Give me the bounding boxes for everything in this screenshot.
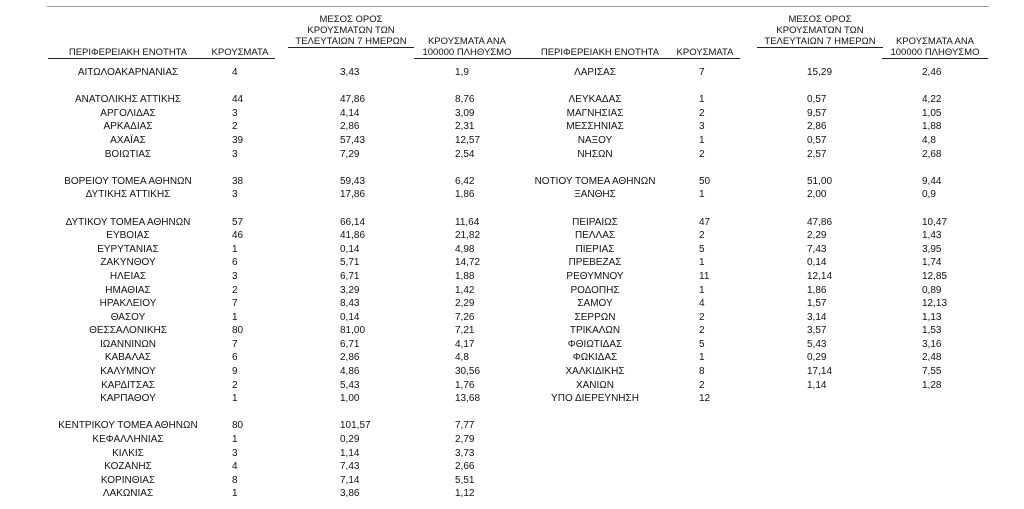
cell-rate: 7,21 xyxy=(455,325,475,337)
cell-rate: 4,17 xyxy=(455,338,475,350)
cell-avg: 1,86 xyxy=(807,284,827,296)
cell-rate: 3,16 xyxy=(922,338,942,350)
cell-rate: 0,9 xyxy=(922,189,936,201)
cell-rate: 2,46 xyxy=(922,67,942,78)
cell-cases: 12 xyxy=(699,393,711,405)
cell-rate: 7,26 xyxy=(455,311,475,323)
cell-rate: 4,8 xyxy=(455,352,469,364)
cell-cases: 80 xyxy=(232,325,244,337)
cell-name: ΒΟΡΕΙΟΥ ΤΟΜΕΑ ΑΘΗΝΩΝ xyxy=(64,175,192,187)
cell-cases: 6 xyxy=(232,352,238,364)
cell-rate: 2,48 xyxy=(922,352,942,364)
cell-avg: 0,57 xyxy=(807,94,827,106)
cell-rate: 7,77 xyxy=(455,420,475,432)
cell-avg: 1,14 xyxy=(807,379,827,391)
cell-cases: 2 xyxy=(699,148,705,160)
cell-cases: 1 xyxy=(699,134,705,146)
cell-name: ΑΝΑΤΟΛΙΚΗΣ ΑΤΤΙΚΗΣ xyxy=(74,94,182,106)
cell-name: ΖΑΚΥΝΘΟΥ xyxy=(100,257,156,269)
cell-cases: 1 xyxy=(699,257,705,269)
cell-cases: 4 xyxy=(699,298,705,310)
cell-name: ΚΑΒΑΛΑΣ xyxy=(104,352,152,364)
cell-avg: 17,14 xyxy=(807,366,833,378)
cell-cases: 1 xyxy=(232,434,238,446)
cell-avg: 15,29 xyxy=(807,67,833,78)
cell-rate: 2,66 xyxy=(455,461,475,473)
cell-avg: 0,29 xyxy=(340,434,360,446)
cell-cases: 38 xyxy=(232,175,244,187)
cell-cases: 2 xyxy=(699,230,705,242)
cell-avg: 59,43 xyxy=(340,175,366,187)
cell-name: ΚΟΡΙΝΘΙΑΣ xyxy=(100,474,156,486)
cell-cases: 3 xyxy=(232,447,238,459)
cell-cases: 7 xyxy=(232,298,238,310)
cell-avg: 2,86 xyxy=(807,121,827,133)
cell-cases: 1 xyxy=(699,352,705,364)
cell-name: ΗΜΑΘΙΑΣ xyxy=(105,284,151,296)
cell-cases: 3 xyxy=(232,189,238,201)
cell-avg: 5,71 xyxy=(340,257,360,269)
cell-rate: 1,74 xyxy=(922,257,942,269)
cell-cases: 80 xyxy=(232,420,244,432)
cell-cases: 44 xyxy=(232,94,244,106)
cell-name: ΠΕΙΡΑΙΩΣ xyxy=(572,216,618,228)
cell-rate: 1,42 xyxy=(455,284,475,296)
cell-cases: 3 xyxy=(699,121,705,133)
cell-cases: 8 xyxy=(699,366,705,378)
cell-name: ΛΑΚΩΝΙΑΣ xyxy=(102,488,154,500)
cell-avg: 4,14 xyxy=(340,107,360,119)
cell-cases: 1 xyxy=(232,393,238,405)
cell-rate: 4,22 xyxy=(922,94,942,106)
cell-cases: 1 xyxy=(699,94,705,106)
cell-cases: 3 xyxy=(232,107,238,119)
header-cases: ΚΡΟΥΣΜΑΤΑ xyxy=(670,47,740,59)
cell-name: ΚΙΛΚΙΣ xyxy=(112,447,144,459)
cell-rate: 1,28 xyxy=(922,379,942,391)
cell-avg: 0,29 xyxy=(807,352,827,364)
cell-cases: 3 xyxy=(232,270,238,282)
cell-name: ΗΛΕΙΑΣ xyxy=(109,270,147,282)
cell-cases: 50 xyxy=(699,175,711,187)
cell-name: ΚΟΖΑΝΗΣ xyxy=(104,461,152,473)
cell-avg: 3,29 xyxy=(340,284,360,296)
cell-avg: 12,14 xyxy=(807,270,833,282)
cell-cases: 57 xyxy=(232,216,244,228)
cell-name: ΤΡΙΚΑΛΩΝ xyxy=(569,325,621,337)
cell-avg: 6,71 xyxy=(340,270,360,282)
cell-avg: 0,14 xyxy=(807,257,827,269)
cell-avg: 81,00 xyxy=(340,325,366,337)
cell-name: ΛΑΡΙΣΑΣ xyxy=(574,67,616,78)
cell-rate: 1,12 xyxy=(455,488,475,500)
cell-name: ΝΑΞΟΥ xyxy=(577,134,613,146)
cell-cases: 2 xyxy=(232,379,238,391)
cell-rate: 12,13 xyxy=(922,298,948,310)
cell-name: ΚΑΛΥΜΝΟΥ xyxy=(100,366,156,378)
cell-rate: 8,76 xyxy=(455,94,475,106)
header-rate: ΚΡΟΥΣΜΑΤΑ ΑΝΑ 100000 ΠΛΗΘΥΣΜΟ xyxy=(882,36,988,59)
cell-name: ΧΑΛΚΙΔΙΚΗΣ xyxy=(565,366,625,378)
cell-avg: 47,86 xyxy=(807,216,833,228)
cell-name: ΡΟΔΟΠΗΣ xyxy=(570,284,620,296)
cell-rate: 5,51 xyxy=(455,474,475,486)
cell-avg: 2,86 xyxy=(340,121,360,133)
cell-avg: 2,29 xyxy=(807,230,827,242)
cell-rate: 4,98 xyxy=(455,243,475,255)
cell-name: ΗΡΑΚΛΕΙΟΥ xyxy=(99,298,157,310)
cell-rate: 4,8 xyxy=(922,134,936,146)
cell-avg: 5,43 xyxy=(340,379,360,391)
cell-rate: 1,76 xyxy=(455,379,475,391)
cell-avg: 66,14 xyxy=(340,216,366,228)
cell-name: ΡΕΘΥΜΝΟΥ xyxy=(566,270,624,282)
header-region: ΠΕΡΙΦΕΡΕΙΑΚΗ ΕΝΟΤΗΤΑ xyxy=(520,47,680,59)
cell-avg: 6,71 xyxy=(340,338,360,350)
header-avg: ΜΕΣΟΣ ΟΡΟΣ ΚΡΟΥΣΜΑΤΩΝ ΤΩΝ ΤΕΛΕΥΤΑΙΩΝ 7 ΗΜΕΡΩΝ xyxy=(288,14,414,48)
cell-cases: 39 xyxy=(232,134,244,146)
cell-rate: 14,72 xyxy=(455,257,481,269)
cell-rate: 3,95 xyxy=(922,243,942,255)
cell-rate: 9,44 xyxy=(922,175,942,187)
cell-cases: 11 xyxy=(699,270,710,282)
cell-rate: 0,89 xyxy=(922,284,942,296)
cell-name: ΚΑΡΔΙΤΣΑΣ xyxy=(101,379,155,391)
cell-avg: 3,43 xyxy=(340,67,360,78)
cell-cases: 7 xyxy=(699,67,705,78)
header-region: ΠΕΡΙΦΕΡΕΙΑΚΗ ΕΝΟΤΗΤΑ xyxy=(48,47,208,59)
cell-avg: 7,29 xyxy=(340,148,360,160)
cell-name: ΠΙΕΡΙΑΣ xyxy=(575,243,615,255)
cell-avg: 3,86 xyxy=(340,488,360,500)
cell-cases: 3 xyxy=(232,148,238,160)
cell-name: ΔΥΤΙΚΟΥ ΤΟΜΕΑ ΑΘΗΝΩΝ xyxy=(65,216,191,228)
header-avg: ΜΕΣΟΣ ΟΡΟΣ ΚΡΟΥΣΜΑΤΩΝ ΤΩΝ ΤΕΛΕΥΤΑΙΩΝ 7 ΗΜΕΡΩΝ xyxy=(757,14,883,48)
cell-cases: 1 xyxy=(232,488,238,500)
cell-avg: 7,14 xyxy=(340,474,360,486)
cell-name: ΕΥΒΟΙΑΣ xyxy=(106,230,150,242)
cell-name: ΑΙΤΩΛΟΑΚΑΡΝΑΝΙΑΣ xyxy=(77,67,179,78)
cell-avg: 1,14 xyxy=(340,447,360,459)
cell-name: ΔΥΤΙΚΗΣ ΑΤΤΙΚΗΣ xyxy=(85,189,171,201)
cell-name: ΘΕΣΣΑΛΟΝΙΚΗΣ xyxy=(89,325,167,337)
cell-rate: 12,85 xyxy=(922,270,948,282)
cell-rate: 1,9 xyxy=(455,67,469,78)
cell-avg: 47,86 xyxy=(340,94,366,106)
cell-rate: 10,47 xyxy=(922,216,948,228)
cell-cases: 1 xyxy=(699,189,705,201)
cell-cases: 2 xyxy=(232,121,238,133)
cell-cases: 4 xyxy=(232,67,238,78)
cell-avg: 3,14 xyxy=(807,311,827,323)
cell-avg: 2,57 xyxy=(807,148,827,160)
cell-cases: 4 xyxy=(232,461,238,473)
cell-avg: 8,43 xyxy=(340,298,360,310)
cell-rate: 3,09 xyxy=(455,107,475,119)
cell-name: ΚΑΡΠΑΘΟΥ xyxy=(100,393,156,405)
cell-avg: 101,57 xyxy=(340,420,371,432)
cell-rate: 2,31 xyxy=(455,121,475,133)
cell-avg: 2,86 xyxy=(340,352,360,364)
cell-rate: 1,53 xyxy=(922,325,942,337)
cell-cases: 2 xyxy=(699,107,705,119)
cell-name: ΜΑΓΝΗΣΙΑΣ xyxy=(566,107,624,119)
cell-name: ΦΘΙΩΤΙΔΑΣ xyxy=(567,338,623,350)
cell-rate: 13,68 xyxy=(455,393,481,405)
cell-cases: 1 xyxy=(699,284,705,296)
cell-name: ΑΡΓΟΛΙΔΑΣ xyxy=(100,107,156,119)
cell-rate: 1,43 xyxy=(922,230,942,242)
cell-rate: 7,55 xyxy=(922,366,942,378)
cell-cases: 2 xyxy=(232,284,238,296)
cell-cases: 9 xyxy=(232,366,238,378)
cell-avg: 1,00 xyxy=(340,393,360,405)
cell-name: ΙΩΑΝΝΙΝΩΝ xyxy=(99,338,157,350)
cell-avg: 9,57 xyxy=(807,107,827,119)
header-cases: ΚΡΟΥΣΜΑΤΑ xyxy=(205,47,275,59)
cell-cases: 2 xyxy=(699,325,705,337)
cell-cases: 47 xyxy=(699,216,711,228)
cell-rate: 2,79 xyxy=(455,434,475,446)
cell-avg: 41,86 xyxy=(340,230,366,242)
cell-name: ΦΩΚΙΔΑΣ xyxy=(572,352,618,364)
cell-cases: 6 xyxy=(232,257,238,269)
cell-cases: 2 xyxy=(699,379,705,391)
cell-cases: 5 xyxy=(699,243,705,255)
cell-cases: 46 xyxy=(232,230,244,242)
cell-name: ΠΡΕΒΕΖΑΣ xyxy=(568,257,622,269)
cell-name: ΛΕΥΚΑΔΑΣ xyxy=(568,94,622,106)
cell-name: ΝΟΤΙΟΥ ΤΟΜΕΑ ΑΘΗΝΩΝ xyxy=(534,175,656,187)
cell-name: ΣΑΜΟΥ xyxy=(577,298,613,310)
cell-name: ΘΑΣΟΥ xyxy=(110,311,146,323)
cell-cases: 2 xyxy=(699,311,705,323)
cell-rate: 2,68 xyxy=(922,148,942,160)
header-rate: ΚΡΟΥΣΜΑΤΑ ΑΝΑ 100000 ΠΛΗΘΥΣΜΟ xyxy=(414,36,520,59)
cell-rate: 2,54 xyxy=(455,148,475,160)
cell-avg: 0,14 xyxy=(340,243,360,255)
cell-name: ΝΗΣΩΝ xyxy=(577,148,613,160)
top-rule xyxy=(47,6,989,7)
cell-rate: 30,56 xyxy=(455,366,481,378)
cell-cases: 7 xyxy=(232,338,238,350)
cell-avg: 0,14 xyxy=(340,311,360,323)
cell-name: ΜΕΣΣΗΝΙΑΣ xyxy=(566,121,624,133)
cell-cases: 8 xyxy=(232,474,238,486)
cell-rate: 1,13 xyxy=(922,311,942,323)
cell-name: ΑΧΑΪΑΣ xyxy=(110,134,146,146)
cell-cases: 5 xyxy=(699,338,705,350)
cell-rate: 11,64 xyxy=(455,216,480,228)
cell-name: ΚΕΝΤΡΙΚΟΥ ΤΟΜΕΑ ΑΘΗΝΩΝ xyxy=(58,420,198,432)
cell-name: ΥΠΟ ΔΙΕΡΕΥΝΗΣΗ xyxy=(551,393,639,405)
cell-name: ΣΕΡΡΩΝ xyxy=(574,311,616,323)
cell-rate: 2,29 xyxy=(455,298,475,310)
cell-name: ΧΑΝΙΩΝ xyxy=(575,379,615,391)
cell-avg: 1,57 xyxy=(807,298,827,310)
cell-cases: 1 xyxy=(232,311,238,323)
cell-name: ΒΟΙΩΤΙΑΣ xyxy=(104,148,152,160)
cell-rate: 6,42 xyxy=(455,175,475,187)
cell-avg: 2,00 xyxy=(807,189,827,201)
cell-rate: 12,57 xyxy=(455,134,481,146)
cell-rate: 21,82 xyxy=(455,230,481,242)
cell-avg: 17,86 xyxy=(340,189,366,201)
cell-name: ΞΑΝΘΗΣ xyxy=(574,189,616,201)
cell-avg: 7,43 xyxy=(340,461,360,473)
cell-avg: 0,57 xyxy=(807,134,827,146)
cell-name: ΑΡΚΑΔΙΑΣ xyxy=(103,121,153,133)
cell-name: ΠΕΛΛΑΣ xyxy=(574,230,616,242)
cell-name: ΕΥΡΥΤΑΝΙΑΣ xyxy=(97,243,159,255)
cell-avg: 3,57 xyxy=(807,325,827,337)
cell-rate: 1,05 xyxy=(922,107,942,119)
cell-name: ΚΕΦΑΛΛΗΝΙΑΣ xyxy=(92,434,164,446)
cell-avg: 51,00 xyxy=(807,175,833,187)
cell-rate: 3,73 xyxy=(455,447,475,459)
cell-avg: 57,43 xyxy=(340,134,366,146)
cell-rate: 1,86 xyxy=(455,189,475,201)
cell-avg: 7,43 xyxy=(807,243,827,255)
cell-rate: 1,88 xyxy=(922,121,942,133)
cell-avg: 4,86 xyxy=(340,366,360,378)
cell-rate: 1,88 xyxy=(455,270,475,282)
cell-cases: 1 xyxy=(232,243,238,255)
cell-avg: 5,43 xyxy=(807,338,827,350)
